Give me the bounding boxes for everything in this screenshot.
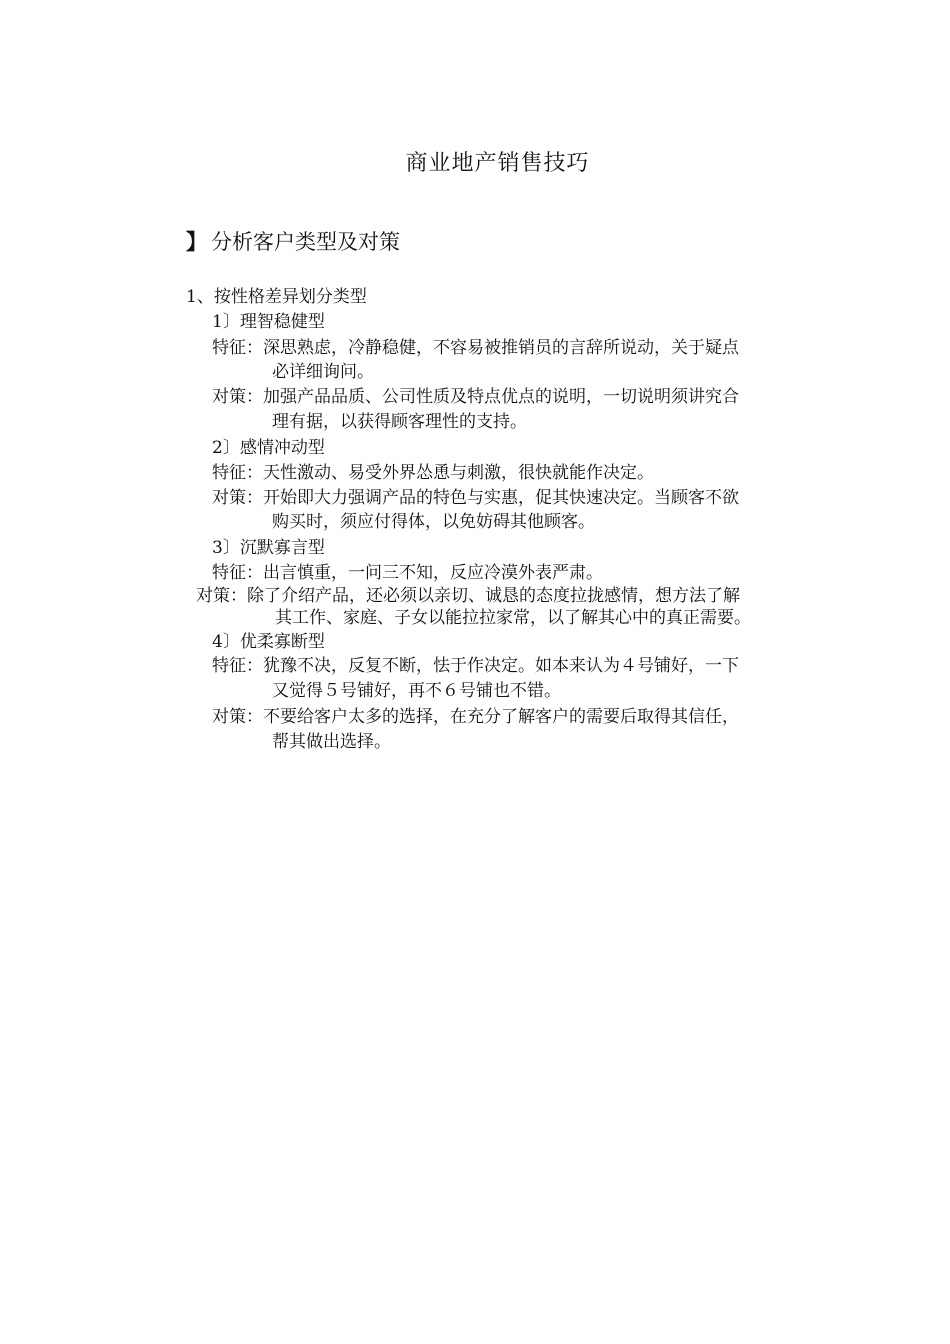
- type-1-feature-line-2: 必详细询问。: [272, 362, 374, 382]
- type-2-strategy-line-2: 购买时，须应付得体，以免妨碍其他顾客。: [272, 512, 595, 532]
- type-2-feature-line-1: 特征：天性激动、易受外界怂恿与刺激，很快就能作决定。: [212, 463, 654, 483]
- type-3-strategy-line-1: 对策：除了介绍产品，还必须以亲切、诚恳的态度拉拢感情，想方法了解: [196, 586, 740, 606]
- type-1-strategy-line-2: 理有据，以获得顾客理性的支持。: [272, 412, 527, 432]
- type-2-heading: 2〕感情冲动型: [212, 438, 325, 458]
- type-1-strategy-line-1: 对策：加强产品品质、公司性质及特点优点的说明，一切说明须讲究合: [212, 387, 739, 407]
- type-4-heading: 4〕优柔寡断型: [212, 632, 325, 652]
- subsection-heading: 1、按性格差异划分类型: [186, 287, 367, 307]
- type-1-feature-line-1: 特征：深思熟虑，冷静稳健，不容易被推销员的言辞所说动，关于疑点: [212, 338, 739, 358]
- type-3-feature-line-1: 特征：出言慎重，一问三不知，反应冷漠外表严肃。: [212, 563, 603, 583]
- type-1-heading: 1〕理智稳健型: [212, 312, 325, 332]
- type-4-feature-line-2: 又觉得５号铺好，再不６号铺也不错。: [272, 681, 561, 701]
- type-3-heading: 3〕沉默寡言型: [212, 538, 325, 558]
- section-heading: [186, 226, 400, 256]
- type-4-strategy-line-2: 帮其做出选择。: [272, 732, 391, 752]
- type-4-strategy-line-1: 对策：不要给客户太多的选择，在充分了解客户的需要后取得其信任，: [212, 707, 739, 727]
- section-bracket-mark: 】: [186, 229, 207, 254]
- section-heading-text: 分析客户类型及对策: [211, 230, 400, 254]
- type-4-feature-line-1: 特征：犹豫不决，反复不断，怯于作决定。如本来认为４号铺好，一下: [212, 656, 739, 676]
- type-3-strategy-line-2: 其工作、家庭、子女以能拉拉家常，以了解其心中的真正需要。: [275, 608, 751, 628]
- type-2-strategy-line-1: 对策：开始即大力强调产品的特色与实惠，促其快速决定。当顾客不欲: [212, 488, 739, 508]
- document-title: 商业地产销售技巧: [405, 151, 590, 176]
